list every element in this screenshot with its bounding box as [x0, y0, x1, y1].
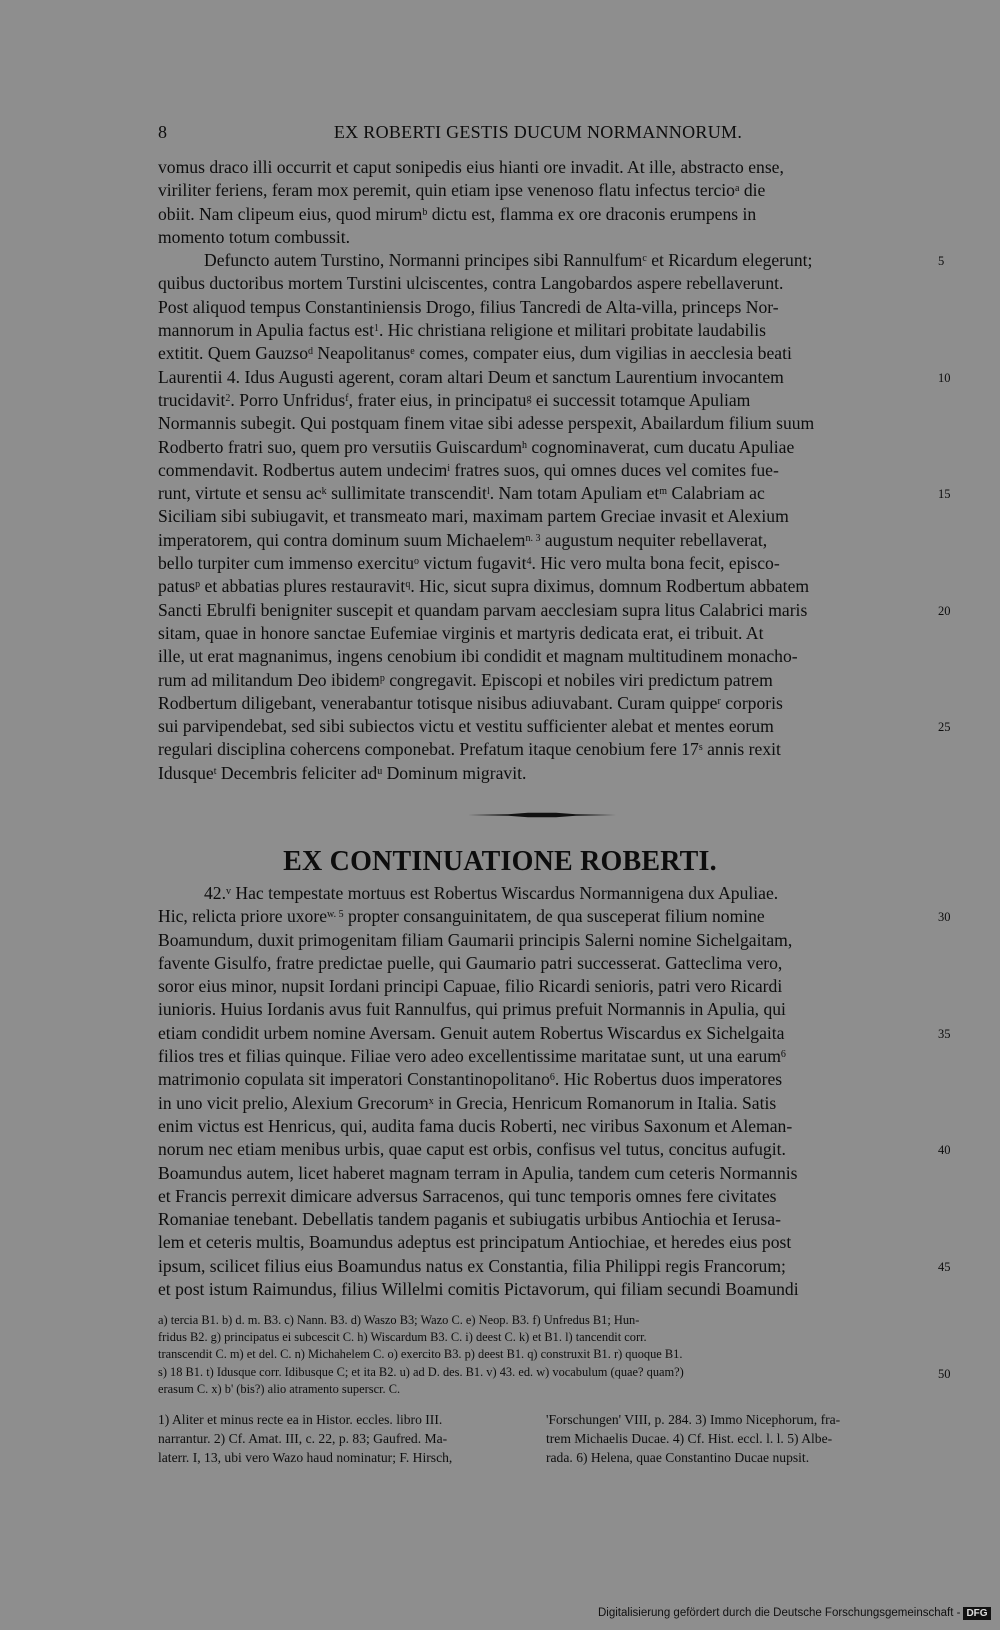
- footnote-marker: s: [698, 742, 703, 754]
- text-line: [158, 482, 951, 505]
- historical-footnotes: [158, 1410, 918, 1467]
- footnote-marker: e: [410, 346, 415, 358]
- section-title: EX CONTINUATIONE ROBERTI.: [283, 846, 717, 877]
- text-line-text: sitam, quae in honore sanctae Eufemiae virginis et martyris dedicata erat, ei tribuit. At: [158, 622, 764, 643]
- line-number: 5: [938, 254, 945, 269]
- text-line-text: trucidavit$^2$. Porro Unfridus$^f$, frater eius, in principatu$^g$ ei successit totamque Apuliam: [158, 389, 751, 410]
- text-line: [158, 459, 920, 482]
- footnote-left-column: 1) Aliter et minus recte ea in Histor. eccles. libro III.: [158, 1412, 443, 1427]
- line-number: 15: [938, 487, 951, 502]
- footnote-marker: 6: [549, 1072, 555, 1084]
- text-line-text: Laurentii 4. Idus Augusti agerent, coram altari Deum et sanctum Laurentium invocantem: [158, 366, 784, 387]
- text-line-text: imperatorem, qui contra dominum suum Michaelem$^{n. 3}$ augustum nequiter rebellaverat,: [158, 529, 768, 550]
- text-line: [158, 1045, 920, 1068]
- footnote-right-column: rada. 6) Helena, quae Constantino Ducae nupsit.: [546, 1450, 810, 1465]
- footnote-marker: g: [526, 392, 532, 404]
- text-line: [158, 1185, 920, 1208]
- text-line-text: extitit. Quem Gauzso$^d$ Neapolitanus$^e$ comes, compater eius, dum vigilias in aecclesia beati: [158, 343, 792, 364]
- text-line-text: momento totum combussit.: [158, 226, 351, 247]
- apparatus-line: [158, 1329, 918, 1346]
- text-line: [158, 715, 951, 738]
- text-line: [158, 882, 920, 905]
- text-line-text: in uno vicit prelio, Alexium Grecorum$^x$ in Grecia, Henricum Romanorum in Italia. Satis: [158, 1092, 777, 1113]
- footnote-marker: l: [486, 486, 490, 498]
- text-line-text: Hic, relicta priore uxore$^{w. 5}$ propter consanguinitatem, de qua susceperat filium nomine: [158, 906, 765, 927]
- text-line: [158, 272, 920, 295]
- footnote-marker: x: [428, 1095, 434, 1107]
- text-line-text: commendavit. Rodbertus autem undecim$^i$ fratres suos, qui omnes duces vel comites fue-: [158, 459, 779, 480]
- text-line-text: et Francis perrexit dimicare adversus Sarracenos, qui tunc temporis omnes fere civitates: [158, 1185, 777, 1206]
- text-line-text: Romaniae tenebant. Debellatis tandem paganis et subiugatis urbibus Antiochia et Ierusa-: [158, 1209, 781, 1230]
- text-line: [158, 1068, 920, 1091]
- footnote-marker: 2: [225, 392, 231, 404]
- footnote-marker: r: [717, 695, 721, 707]
- footnote-marker: 6: [780, 1049, 786, 1061]
- text-line: [158, 762, 920, 785]
- text-line: [158, 1231, 920, 1254]
- text-line-text: norum nec etiam menibus urbis, quae caput est orbis, confisus vel tutus, concitus aufugit.: [158, 1139, 786, 1160]
- credit-text: Digitalisierung gefördert durch die Deutsche Forschungsgemeinschaft -: [598, 1607, 961, 1619]
- text-line: [158, 645, 920, 668]
- footnote-marker: h: [522, 439, 528, 451]
- footnote-row: [158, 1448, 918, 1467]
- footnote-marker: c: [642, 253, 647, 265]
- footnote-marker: o: [414, 556, 420, 568]
- text-line-text: viriliter feriens, feram mox peremit, quin etiam ipse venenoso flatu infectus tercio$^a$ die: [158, 180, 766, 201]
- text-line-text: iunioris. Huius Iordanis avus fuit Rannulfus, qui primus prefuit Normannis in Apulia, qui: [158, 999, 786, 1020]
- text-line-text: lem et ceteris multis, Boamundus adeptus est principatum Antiochiae, et heredes eius post: [158, 1232, 792, 1253]
- text-line-text: patus$^p$ et abbatias plures restauravit$^q$. Hic, sicut supra diximus, domnum Rodbertum abbatem: [158, 576, 810, 597]
- footnote-right-column: 'Forschungen' VIII, p. 284. 3) Immo Nicephorum, fra-: [546, 1412, 841, 1427]
- apparatus-line-text: transcendit C. m) et del. C. n) Michahelem C. o) exercito B3. p) deest B1. q) construxit B1. r) quoque B1.: [158, 1347, 683, 1362]
- line-number: 30: [938, 910, 951, 925]
- text-line-text: Rodbertum diligebant, venerabantur totisque nisibus adiuvabant. Curam quippe$^r$ corporis: [158, 692, 783, 713]
- text-line: [158, 226, 920, 249]
- text-line: [158, 975, 920, 998]
- footnote-marker: k: [321, 486, 327, 498]
- footnote-marker: i: [447, 462, 451, 474]
- text-line: [158, 1092, 920, 1115]
- apparatus-line: [158, 1381, 918, 1398]
- text-line-text: runt, virtute et sensu $ac^k$ sullimitate transcendit$^l$. Nam totam Apuliam $et^m$ Calabriam ac: [158, 483, 765, 504]
- text-line-text: rum ad militandum Deo ibidem$^p$ congregavit. Episcopi et nobiles viri predictum patrem: [158, 669, 773, 690]
- text-line: [158, 905, 951, 928]
- text-line-text: ipsum, scilicet filius eius Boamundus natus ex Constantia, filia Philippi regis Francorum;: [158, 1255, 786, 1276]
- text-line: [158, 366, 951, 389]
- footnote-marker: u: [377, 765, 383, 777]
- text-line-text: Boamundus autem, licet haberet magnam terram in Apulia, tandem cum ceteris Normannis: [158, 1162, 798, 1183]
- text-line: [158, 249, 945, 272]
- text-line: [158, 342, 920, 365]
- text-line-text: favente Gisulfo, fratre predictae puelle, qui Gaumario patri successerat. Gatteclima vero,: [158, 952, 783, 973]
- footnote-right-column: trem Michaelis Ducae. 4) Cf. Hist. eccl. l. l. 5) Albe-: [546, 1431, 833, 1446]
- footnote-row: [158, 1410, 918, 1429]
- page-number: 8: [158, 122, 167, 142]
- line-number: 10: [938, 370, 951, 385]
- text-line-text: soror eius minor, nupsit Iordani principi Capuae, filio Ricardi senioris, patri vero Ricardi: [158, 976, 783, 997]
- footnote-left-column: narrantur. 2) Cf. Amat. III, c. 22, p. 83; Gaufred. Ma-: [158, 1431, 448, 1446]
- text-line-text: matrimonio copulata sit imperatori Constantinopolitano$^6$. Hic Robertus duos imperatores: [158, 1069, 783, 1090]
- text-line: [158, 1162, 920, 1185]
- text-line-text: Siciliam sibi subiugavit, et transmeato mari, maximam partem Greciae invasit et Alexium: [158, 506, 789, 527]
- line-number: 20: [938, 603, 951, 618]
- text-line-text: Boamundum, duxit primogenitam filiam Gaumarii principis Salerni nomine Sichelgaitam,: [158, 929, 793, 950]
- text-line: [158, 1278, 920, 1301]
- text-line-text: Rodberto fratri suo, quem pro versutiis Guiscardum$^h$ cognominaverat, cum ducatu Apuliae: [158, 436, 795, 457]
- running-header: [158, 122, 918, 146]
- text-line-text: filios tres et filias quinque. Filiae vero adeo excellentissime maritatae sunt, ut una earum$^6$: [158, 1046, 786, 1067]
- text-line-text: Sancti Ebrulfi benigniter suscepit et quandam parvam aecclesiam supra litus Calabrici maris: [158, 599, 808, 620]
- text-line-text: etiam condidit urbem nomine Aversam. Genuit autem Robertus Wiscardus ex Sichelgaita: [158, 1022, 785, 1043]
- line-number: 25: [938, 720, 951, 735]
- text-line-text: bello turpiter cum immenso exercitu$^o$ victum fugavit$^4$. Hic vero multa bona fecit, episco-: [158, 553, 780, 574]
- text-line: [158, 436, 920, 459]
- text-line-text: mannorum in Apulia factus est$^1$. Hic christiana religione et militari probitate laudabilis: [158, 320, 766, 341]
- apparatus-line-text: a) tercia B1. b) d. m. B3. c) Nann. B3. d) Waszo B3; Wazo C. e) Neop. B3. f) Unfredus B1; Hun-: [158, 1313, 640, 1327]
- footnote-marker: 4: [526, 556, 532, 568]
- main-text-part-1: [158, 156, 951, 785]
- text-line: [158, 1138, 951, 1161]
- text-line: [158, 998, 920, 1021]
- footnote-marker: w. 5: [327, 909, 344, 921]
- text-line: [158, 1255, 951, 1278]
- text-line-text: et post istum Raimundus, filius Willelmi comitis Pictavorum, qui filiam secundi Boamundi: [158, 1279, 799, 1300]
- text-line: [158, 296, 920, 319]
- footnote-marker: b: [422, 206, 428, 218]
- apparatus-line-text: fridus B2. g) principatus ei subcescit C. h) Wiscardum B3. C. i) deest C. k) et B1. l) tancendit corr.: [158, 1330, 647, 1345]
- line-number: 35: [938, 1026, 951, 1041]
- text-line: [158, 575, 920, 598]
- line-number: 50: [938, 1366, 951, 1381]
- text-line: [158, 389, 920, 412]
- footnote-marker: n. 3: [525, 532, 541, 544]
- main-text-part-2: [158, 882, 951, 1301]
- text-line-text: 42.$^v$ Hac tempestate mortuus est Robertus Wiscardus Normannigena dux Apuliae.: [204, 883, 779, 903]
- footnote-marker: q: [405, 579, 411, 591]
- text-line-text: enim victus est Henricus, qui, audita fama ducis Roberti, nec viribus Saxonum et Aleman-: [158, 1115, 793, 1136]
- text-line-text: obiit. Nam clipeum eius, quod mirum$^b$ dictu est, flamma ex ore draconis erumpens in: [158, 203, 757, 224]
- text-line: [158, 412, 920, 435]
- footnote-marker: f: [345, 392, 349, 404]
- text-line-text: vomus draco illi occurrit et caput sonipedis eius hianti ore invadit. At ille, abstracto ense,: [158, 157, 784, 177]
- apparatus-line: [158, 1364, 951, 1381]
- footnote-left-column: laterr. I, 13, ubi vero Wazo haud nominatur; F. Hirsch,: [158, 1450, 453, 1465]
- apparatus-line-text: erasum C. x) b' (bis?) alio atramento superscr. C.: [158, 1381, 401, 1396]
- footnote-marker: p: [195, 579, 201, 591]
- text-line: [158, 669, 920, 692]
- footnote-row: [158, 1429, 918, 1448]
- footnote-marker: 1: [373, 323, 379, 335]
- text-line-text: Defuncto autem Turstino, Normanni principes sibi Rannulfum$^c$ et Ricardum elegerunt;: [204, 250, 813, 271]
- text-line-text: sui parvipendebat, sed sibi subiectos victu et vestitu sufficienter alebat et mentes eorum: [158, 716, 774, 737]
- apparatus-line: [158, 1346, 918, 1363]
- text-line: [158, 319, 920, 342]
- text-line: [158, 505, 920, 528]
- text-line: [158, 179, 920, 202]
- footnote-marker: t: [213, 765, 217, 777]
- footnote-marker: a: [734, 183, 740, 195]
- apparatus-line: [158, 1312, 918, 1329]
- section-divider-ornament: [468, 812, 616, 818]
- critical-apparatus-notes: [158, 1312, 951, 1398]
- running-title: EX ROBERTI GESTIS DUCUM NORMANNORUM.: [333, 122, 743, 142]
- footnote-marker: d: [308, 346, 314, 358]
- text-line-text: Post aliquod tempus Constantiniensis Drogo, filius Tancredi de Alta-villa, princeps Nor-: [158, 296, 779, 317]
- text-line: [158, 952, 920, 975]
- text-line: [158, 692, 920, 715]
- text-line: [158, 1115, 920, 1138]
- text-line: [158, 529, 920, 552]
- text-line-text: ille, ut erat magnanimus, ingens cenobium ibi condidit et magnam multitudinem monacho-: [158, 646, 798, 667]
- digitization-credit: [598, 1607, 991, 1620]
- text-line-text: quibus ductoribus mortem Turstini ulciscentes, contra Langobardos aspere rebellaverunt.: [158, 273, 784, 294]
- text-line: [158, 599, 951, 622]
- line-number: 45: [938, 1259, 951, 1274]
- apparatus-line-text: s) 18 B1. t) Idusque corr. Idibusque C; et ita B2. u) ad D. des. B1. v) 43. ed. w) vocabulum (quae? quam?): [158, 1364, 684, 1379]
- text-line: [158, 552, 920, 575]
- dfg-logo: DFG: [963, 1607, 990, 1620]
- line-number: 40: [938, 1143, 951, 1158]
- text-line: [158, 738, 920, 761]
- text-line: [158, 929, 920, 952]
- text-line-text: regulari disciplina cohercens componebat. Prefatum itaque cenobium fere 17$^s$ annis rexit: [158, 739, 781, 760]
- footnote-marker: m: [659, 486, 668, 498]
- text-line: [158, 156, 920, 179]
- text-line-text: Normannis subegit. Qui postquam finem vitae sibi adesse perspexit, Abailardum filium suum: [158, 413, 815, 434]
- text-line-text: Idusque$^t$ Decembris feliciter $ad^u$ Dominum migravit.: [158, 762, 527, 783]
- text-line: [158, 1022, 951, 1045]
- footnote-marker: p: [379, 672, 385, 684]
- footnote-marker: v: [226, 886, 231, 897]
- text-line: [158, 622, 920, 645]
- text-line: [158, 203, 920, 226]
- text-line: [158, 1208, 920, 1231]
